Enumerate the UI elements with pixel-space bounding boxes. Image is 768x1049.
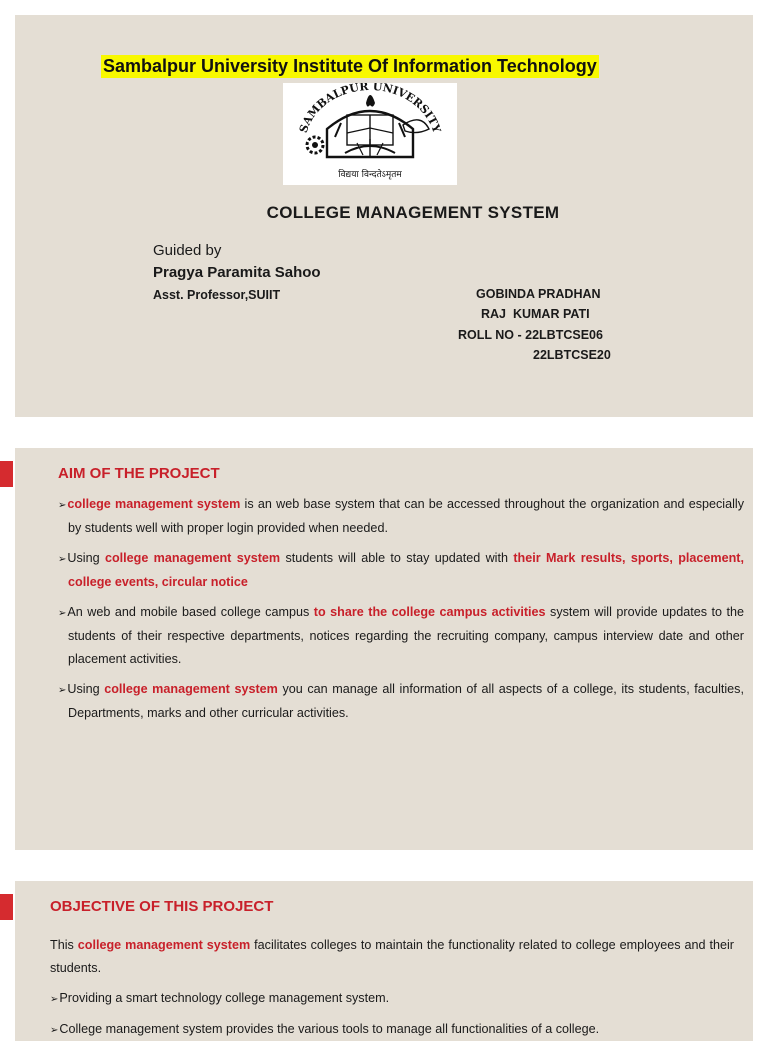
roll-number-1: ROLL NO - 22LBTCSE06 [458,328,603,342]
guide-designation: Asst. Professor,SUIIT [153,288,281,302]
roll-number-2: 22LBTCSE20 [533,348,611,362]
aim-bullet-list [58,493,744,732]
objective-bullet-1 [50,987,734,1011]
team-member-2: RAJ KUMAR PATI [481,307,590,321]
aim-bullet-3 [58,601,744,671]
bullet-arrow-icon: ➢ [58,554,67,565]
slide-marker [0,894,13,920]
bullet-arrow-icon: ➢ [58,608,67,619]
aim-bullet-4 [58,678,744,725]
text-run: you can manage all information of all aspects of a college, its students, faculties, Departments, marks and other curricular activities. [68,682,744,720]
project-title: COLLEGE MANAGEMENT SYSTEM [266,203,560,222]
text-run: An web and mobile based college campus [67,605,314,619]
text-run: College management system provides the various tools to manage all functionalities of a college. [59,1022,600,1036]
bullet-arrow-icon: ➢ [50,1025,59,1036]
logo-arc-text: SAMBALPUR UNIVERSITY [296,83,444,135]
highlighted-text: their Mark results, sports, placement, college events, circular notice [68,551,744,589]
objective-bullet-2 [50,1018,734,1042]
highlighted-text: college management system [104,682,278,696]
logo-motto: विद्यया विन्दतेऽमृतम [338,170,402,180]
guided-by-label: Guided by [153,242,222,259]
text-run: facilitates colleges to maintain the functionality related to college employees and their students. [50,938,734,975]
university-logo [283,83,457,185]
objective-body [50,934,734,1049]
institution-name: Sambalpur University Institute Of Information Technology [103,56,597,76]
text-run: This [50,938,78,952]
text-run: is an web base system that can be accessed throughout the organization and especially by students well with proper login provided when needed. [68,497,744,535]
objective-intro [50,934,734,980]
text-run: students will able to stay updated with [280,551,514,565]
text-run: Using [67,551,105,565]
highlighted-text: college management system [67,497,241,511]
objective-slide [15,881,753,1041]
bullet-arrow-icon: ➢ [58,685,67,696]
aim-slide [15,448,753,850]
aim-bullet-2 [58,547,744,594]
highlighted-text: to share the college campus activities [313,605,546,619]
slide-marker [0,461,13,487]
highlighted-text: college management system [104,551,281,565]
text-run: system will provide updates to the students of their respective departments, notices regarding the recruiting company, campus interview date and other placement activities. [68,605,744,666]
guide-name: Pragya Paramita Sahoo [153,264,321,281]
aim-heading: AIM OF THE PROJECT [58,465,220,482]
title-slide [15,15,753,417]
team-member-1: GOBINDA PRADHAN [476,287,601,301]
bullet-arrow-icon: ➢ [50,994,59,1005]
text-run: Providing a smart technology college management system. [59,991,390,1005]
text-run: Using [67,682,105,696]
objective-heading: OBJECTIVE OF THIS PROJECT [50,898,274,915]
aim-bullet-1 [58,493,744,540]
bullet-arrow-icon: ➢ [58,500,67,511]
highlighted-text: college management system [77,938,251,952]
